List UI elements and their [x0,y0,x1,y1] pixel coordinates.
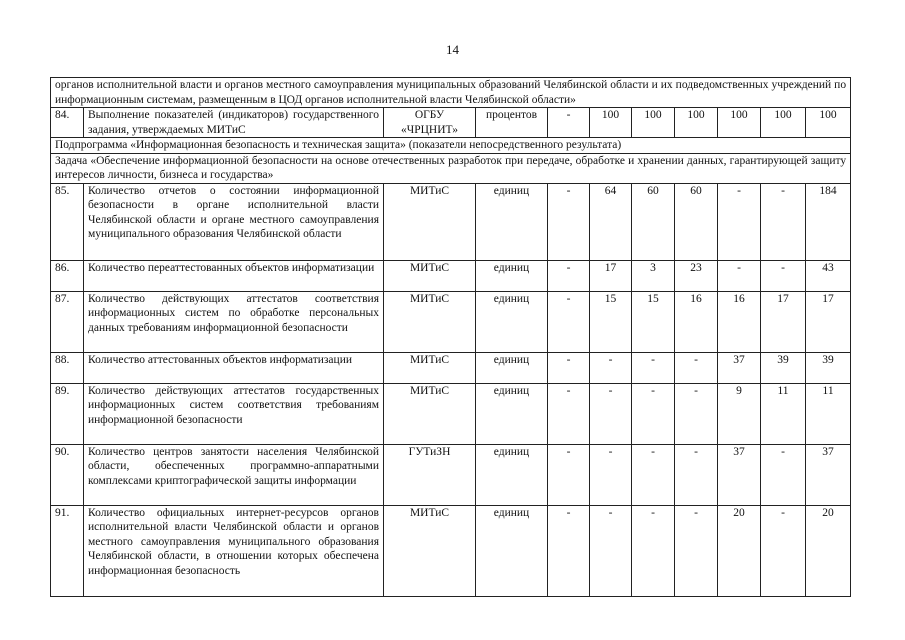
value-cell: 15 [632,291,675,352]
value-cell: - [632,352,675,383]
value-cell: 39 [761,352,806,383]
indicators-table [50,77,851,597]
value-cell: 39 [806,352,851,383]
value-cell: - [675,352,718,383]
value-cell: 3 [632,260,675,291]
value-cell: 100 [718,108,761,138]
value-cell: 60 [632,183,675,260]
value-cell: - [632,383,675,444]
executor: ГУТиЗН [384,444,476,505]
executor: МИТиС [384,383,476,444]
value-cell: 100 [590,108,632,138]
value-cell: - [590,505,632,596]
indicator-name: Количество действующих аттестатов соответствия информационных систем по обработке персональных данных требованиям информационной безопасности [84,291,384,352]
row-number: 88. [51,352,84,383]
value-cell: 15 [590,291,632,352]
value-cell: - [590,444,632,505]
value-cell: - [632,505,675,596]
indicator-name: Количество официальных интернет-ресурсов органов исполнительной власти Челябинской области и органов местного самоуправления муниципального образования Челябинской области, в отношении которых обеспечена информационная безопасность [84,505,384,596]
unit: единиц [476,352,548,383]
value-cell: - [548,352,590,383]
indicator-name: Количество аттестованных объектов информатизации [84,352,384,383]
subprogram-row [51,138,851,154]
value-cell: - [761,260,806,291]
indicator-name: Количество переаттестованных объектов информатизации [84,260,384,291]
value-cell: - [590,352,632,383]
value-cell: 17 [761,291,806,352]
row-number: 91. [51,505,84,596]
value-cell: 23 [675,260,718,291]
value-cell: 100 [675,108,718,138]
value-cell: 184 [806,183,851,260]
unit: единиц [476,183,548,260]
value-cell: - [548,383,590,444]
value-cell: - [675,383,718,444]
value-cell: 17 [590,260,632,291]
unit: единиц [476,260,548,291]
value-cell: - [718,260,761,291]
table-row [51,444,851,505]
table-row [51,108,851,138]
executor: МИТиС [384,183,476,260]
row-number: 90. [51,444,84,505]
value-cell: 20 [806,505,851,596]
value-cell: - [548,291,590,352]
value-cell: 37 [806,444,851,505]
value-cell: - [675,505,718,596]
value-cell: - [675,444,718,505]
continuation-text: органов исполнительной власти и органов местного самоуправления муниципальных образований Челябинской области и их подведомственных учреждений по информационным системам, размещенным в ЦОД органов исполнительной власти Челябинской области» [51,78,851,108]
value-cell: 37 [718,444,761,505]
value-cell: - [548,108,590,138]
unit: единиц [476,291,548,352]
executor: МИТиС [384,291,476,352]
indicator-name: Количество отчетов о состоянии информационной безопасности в органе исполнительной власти Челябинской области и органе местного самоуправления муниципального образования Челябинской области [84,183,384,260]
table-row [51,505,851,596]
value-cell: 17 [806,291,851,352]
value-cell: 11 [806,383,851,444]
row-number: 85. [51,183,84,260]
executor: МИТиС [384,352,476,383]
value-cell: - [548,183,590,260]
continuation-row [51,78,851,108]
value-cell: - [718,183,761,260]
value-cell: - [590,383,632,444]
task-title: Задача «Обеспечение информационной безопасности на основе отечественных разработок при передаче, обработке и хранении данных, гарантирующей защиту интересов личности, бизнеса и государства» [51,153,851,183]
value-cell: 43 [806,260,851,291]
value-cell: - [761,505,806,596]
value-cell: 9 [718,383,761,444]
table-row [51,352,851,383]
table-row [51,260,851,291]
value-cell: - [548,444,590,505]
value-cell: 64 [590,183,632,260]
value-cell: 100 [761,108,806,138]
unit: процентов [476,108,548,138]
value-cell: 100 [632,108,675,138]
value-cell: 11 [761,383,806,444]
indicator-name: Выполнение показателей (индикаторов) государственного задания, утверждаемых МИТиС [84,108,384,138]
executor: МИТиС [384,260,476,291]
table-row [51,291,851,352]
value-cell: 37 [718,352,761,383]
value-cell: - [548,260,590,291]
page-number: 14 [446,42,459,57]
value-cell: - [761,444,806,505]
row-number: 89. [51,383,84,444]
table-row [51,383,851,444]
row-number: 86. [51,260,84,291]
value-cell: 16 [718,291,761,352]
value-cell: - [548,505,590,596]
value-cell: 60 [675,183,718,260]
unit: единиц [476,383,548,444]
value-cell: 16 [675,291,718,352]
value-cell: - [761,183,806,260]
executor: МИТиС [384,505,476,596]
value-cell: 100 [806,108,851,138]
task-row [51,153,851,183]
executor: ОГБУ «ЧРЦНИТ» [384,108,476,138]
table-row [51,183,851,260]
indicator-name: Количество центров занятости населения Челябинской области, обеспеченных программно-аппаратными комплексами криптографической защиты информации [84,444,384,505]
unit: единиц [476,505,548,596]
indicator-name: Количество действующих аттестатов государственных информационных систем соответствия требованиям информационной безопасности [84,383,384,444]
value-cell: 20 [718,505,761,596]
unit: единиц [476,444,548,505]
row-number: 84. [51,108,84,138]
row-number: 87. [51,291,84,352]
value-cell: - [632,444,675,505]
subprogram-title: Подпрограмма «Информационная безопасность и техническая защита» (показатели непосредственного результата) [51,138,851,154]
